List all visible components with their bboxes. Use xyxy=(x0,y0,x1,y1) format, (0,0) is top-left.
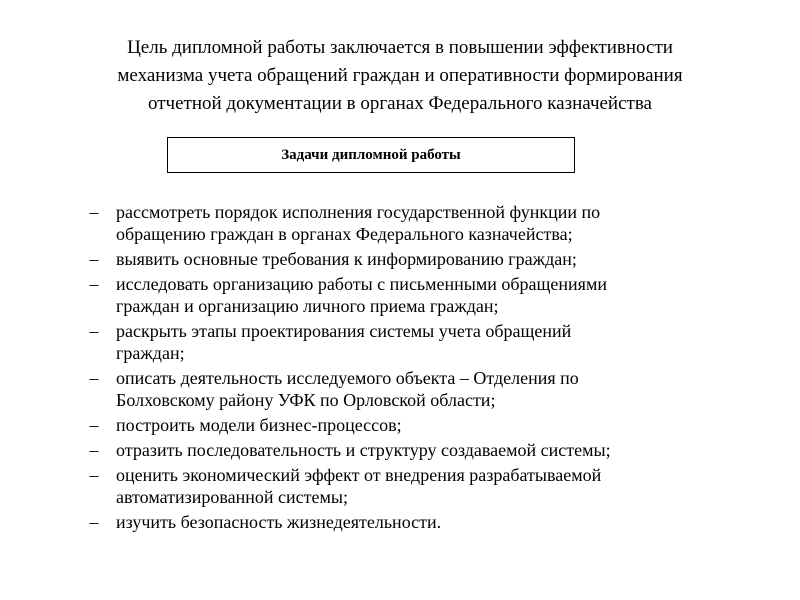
bullet-dash: – xyxy=(89,440,99,460)
title-line: Цель дипломной работы заключается в повышении эффективности xyxy=(127,37,673,58)
title-line: отчетной документации в органах Федерального казначейства xyxy=(147,93,652,114)
task-line: исследовать организацию работы с письменными обращениями xyxy=(116,274,607,294)
bullet-dash: – xyxy=(89,368,99,388)
bullet-dash: – xyxy=(89,415,99,435)
bullet-dash: – xyxy=(89,274,99,294)
task-line: построить модели бизнес-процессов; xyxy=(116,415,402,435)
title-line: механизма учета обращений граждан и оперативности формирования xyxy=(117,65,683,86)
task-line: граждан; xyxy=(116,343,185,363)
task-line: граждан и организацию личного приема граждан; xyxy=(116,296,499,316)
task-line: отразить последовательность и структуру создаваемой системы; xyxy=(116,440,611,460)
bullet-dash: – xyxy=(89,202,99,222)
task-item xyxy=(84,201,764,245)
task-item xyxy=(84,248,764,270)
tasks-heading: Задачи дипломной работы xyxy=(281,146,461,163)
task-line: обращению граждан в органах Федерального казначейства; xyxy=(116,224,573,244)
task-item xyxy=(84,320,764,364)
bullet-dash: – xyxy=(89,512,99,532)
task-list xyxy=(84,201,764,536)
bullet-dash: – xyxy=(89,321,99,341)
tasks-heading-box xyxy=(167,137,575,173)
task-line: раскрыть этапы проектирования системы учета обращений xyxy=(116,321,572,341)
task-item xyxy=(84,273,764,317)
task-line: автоматизированной системы; xyxy=(116,487,348,507)
task-line: Болховскому району УФК по Орловской области; xyxy=(116,390,496,410)
task-line: изучить безопасность жизнедеятельности. xyxy=(116,512,442,532)
task-item xyxy=(84,511,764,533)
task-item xyxy=(84,464,764,508)
task-line: выявить основные требования к информированию граждан; xyxy=(116,249,577,269)
slide-title xyxy=(40,34,760,118)
bullet-dash: – xyxy=(89,465,99,485)
task-line: описать деятельность исследуемого объекта – Отделения по xyxy=(116,368,579,388)
task-item xyxy=(84,367,764,411)
task-line: оценить экономический эффект от внедрения разрабатываемой xyxy=(116,465,602,485)
bullet-dash: – xyxy=(89,249,99,269)
task-item xyxy=(84,439,764,461)
task-item xyxy=(84,414,764,436)
task-line: рассмотреть порядок исполнения государственной функции по xyxy=(116,202,601,222)
